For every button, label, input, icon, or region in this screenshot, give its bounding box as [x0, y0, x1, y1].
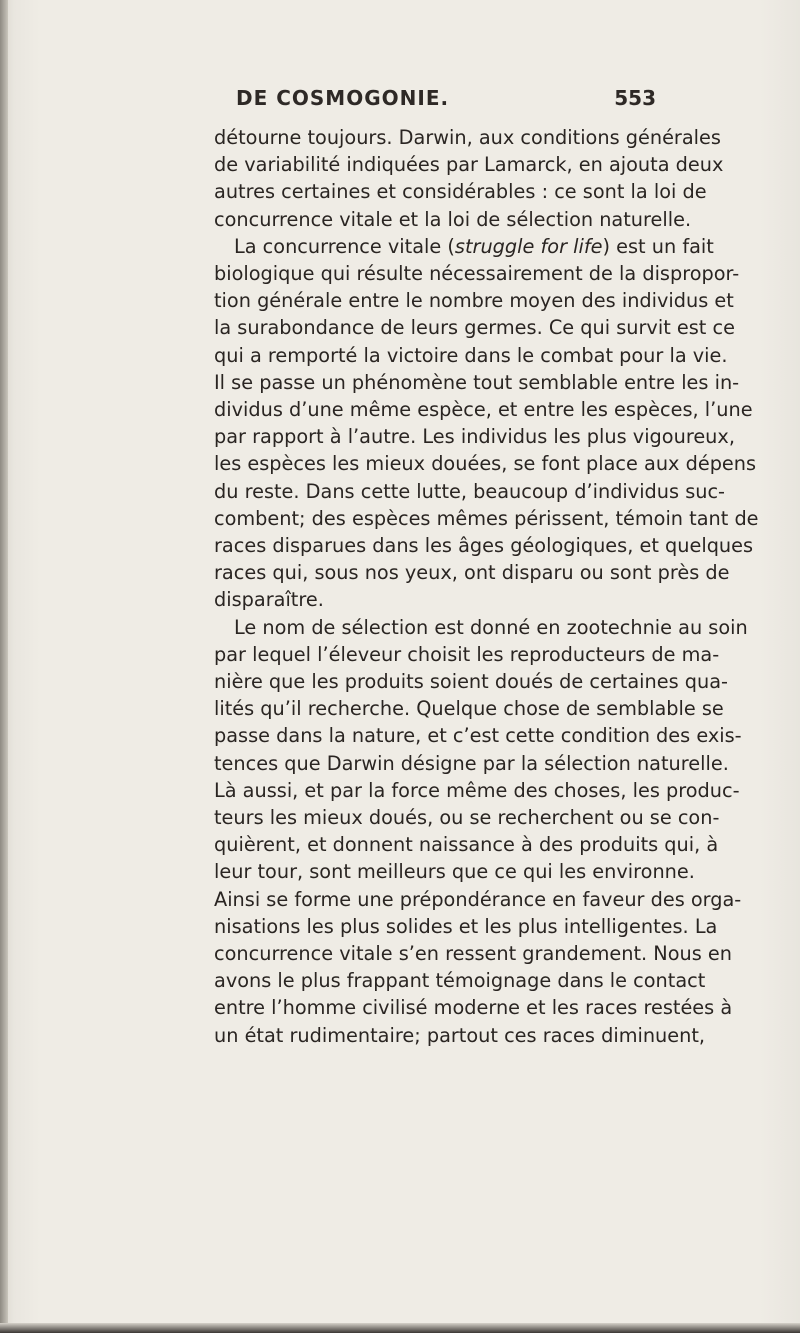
- text-line: tences que Darwin désigne par la sélection naturelle.: [214, 751, 729, 775]
- text-line: Le nom de sélection est donné en zootechnie au soin: [234, 615, 748, 639]
- text-line: avons le plus frappant témoignage dans le contact: [214, 969, 706, 993]
- text-line: autres certaines et considérables : ce sont la loi de: [214, 180, 707, 204]
- text-line: teurs les mieux doués, ou se recherchent ou se con-: [214, 806, 720, 829]
- page-header: [236, 86, 656, 116]
- text-line: La concurrence vitale (struggle for life) est un fait: [234, 234, 714, 258]
- text-line: nière que les produits soient doués de certaines qua-: [214, 670, 728, 693]
- page-bottom-edge: [0, 1323, 800, 1333]
- text-line: tion générale entre le nombre moyen des individus et: [214, 289, 734, 313]
- text-line: disparaître.: [214, 588, 324, 612]
- text-line: entre l’homme civilisé moderne et les races restées à: [214, 996, 733, 1020]
- text-line: les espèces les mieux douées, se font place aux dépens: [214, 452, 757, 476]
- text-line: Là aussi, et par la force même des choses, les produc-: [214, 778, 740, 802]
- text-line: concurrence vitale s’en ressent grandement. Nous en: [214, 942, 732, 965]
- text-line: nisations les plus solides et les plus intelligentes. La: [214, 914, 718, 938]
- text-line: un état rudimentaire; partout ces races diminuent,: [214, 1023, 706, 1047]
- text-line: quièrent, et donnent naissance à des produits qui, à: [214, 833, 719, 857]
- text-line: leur tour, sont meilleurs que ce qui les environne.: [214, 860, 695, 884]
- page-binding-edge: [0, 0, 8, 1333]
- text-line: combent; des espèces mêmes périssent, témoin tant de: [214, 506, 759, 530]
- text-line: détourne toujours. Darwin, aux conditions générales: [214, 126, 721, 149]
- text-line: la surabondance de leurs germes. Ce qui survit est ce: [214, 316, 735, 340]
- text-line: du reste. Dans cette lutte, beaucoup d’individus suc-: [214, 479, 726, 503]
- text-line: par lequel l’éleveur choisit les reproducteurs de ma-: [214, 642, 720, 666]
- text-line: de variabilité indiquées par Lamarck, en ajouta deux: [214, 153, 724, 177]
- text-line: races disparues dans les âges géologiques, et quelques: [214, 534, 754, 557]
- page-number: 553: [614, 86, 656, 110]
- text-line: passe dans la nature, et c’est cette condition des exis-: [214, 724, 742, 748]
- running-title: DE COSMOGONIE.: [236, 86, 450, 110]
- text-line: par rapport à l’autre. Les individus les plus vigoureux,: [214, 425, 735, 449]
- text-line: concurrence vitale et la loi de sélection naturelle.: [214, 207, 692, 231]
- text-line: lités qu’il recherche. Quelque chose de semblable se: [214, 697, 724, 721]
- text-line: races qui, sous nos yeux, ont disparu ou sont près de: [214, 561, 730, 585]
- text-line: qui a remporté la victoire dans le combat pour la vie.: [214, 343, 728, 367]
- text-line: Ainsi se forme une prépondérance en faveur des orga-: [214, 887, 742, 911]
- text-line: dividus d’une même espèce, et entre les espèces, l’une: [214, 398, 753, 421]
- text-line: biologique qui résulte nécessairement de la dispropor-: [214, 262, 740, 285]
- text-line: Il se passe un phénomène tout semblable entre les in-: [214, 370, 740, 394]
